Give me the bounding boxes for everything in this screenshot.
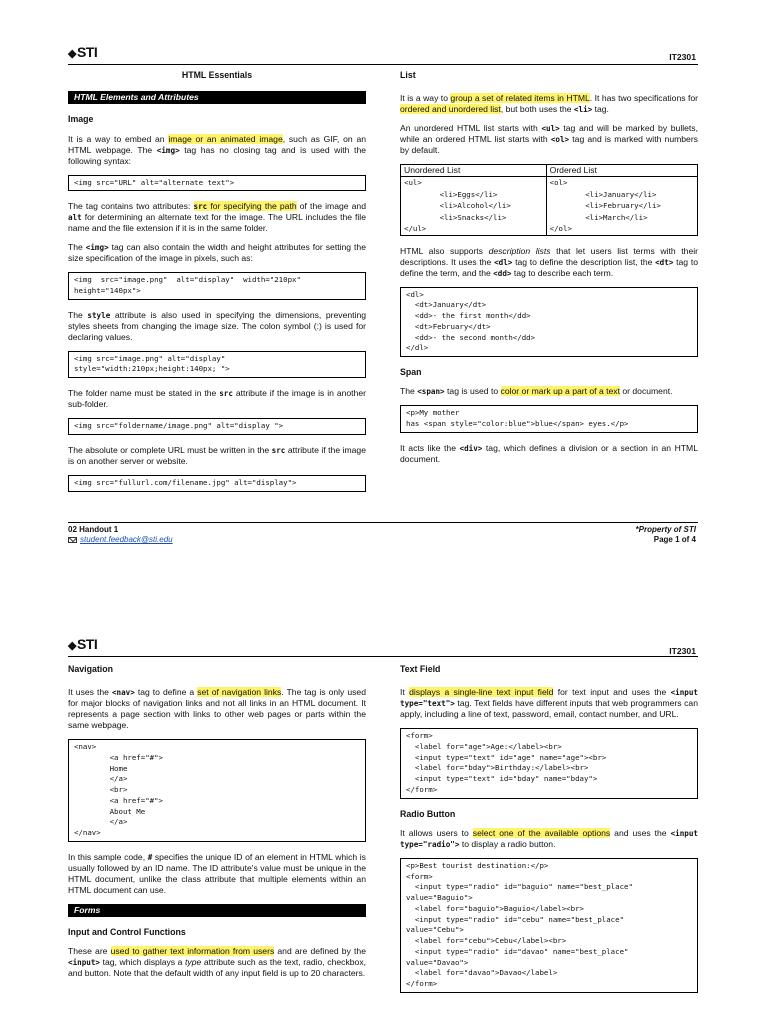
image-paragraph-3: The <img> tag can also contain the width and height attributes for setting the size specification of the image in pixels, such as:: [68, 242, 366, 264]
list-heading: List: [400, 70, 416, 80]
section-bar: HTML Elements and Attributes: [68, 91, 366, 104]
header-rule: [68, 64, 698, 65]
footer-rule: [68, 522, 698, 523]
input-heading: Input and Control Functions: [68, 926, 186, 937]
radio-heading: Radio Button: [400, 808, 456, 819]
header-rule: [68, 656, 698, 657]
list-paragraph-2: An unordered HTML list starts with <ul> tag and will be marked by bullets, while an ordered HTML list starts with <ol> tag and is marked with numbers by default.: [400, 123, 698, 156]
envelope-icon: [68, 537, 77, 543]
code-block: <img src="foldername/image.png" alt="display ">: [68, 418, 366, 435]
image-paragraph-1: It is a way to embed an image or an animated image, such as GIF, on an HTML webpage. The <img> tag has no closing tag and is used with the following syntax:: [68, 133, 367, 166]
input-paragraph-1: These are used to gather text information from users and are defined by the <input> tag, which displays a type attribute such as the text, radio, checkbox, and button. Note that the default width of any input field is up to 20 characters.: [68, 946, 366, 979]
code-block: <dl> <dt>January</dt> <dd>- the first month</dd> <dt>February</dt> <dd>- the second month</dd> </dl>: [400, 287, 698, 357]
list-paragraph-3: HTML also supports description lists that let users list terms with their descriptions. It uses the <dl> tag to define the description list, the <dt> tag to define the term, and the <dd> tag to describe each term.: [400, 245, 699, 278]
radio-paragraph: It allows users to select one of the available options and uses the <input type="radio"> to display a radio button.: [400, 827, 698, 849]
span-heading: Span: [400, 367, 422, 377]
nav-paragraph-1: It uses the <nav> tag to define a set of navigation links. The tag is only used for major blocks of navigation links and not all links in an HTML document. It represents a page section with links to other web pages or parts within the same webpage.: [68, 687, 366, 731]
right-column: [400, 664, 698, 1003]
code-block: <nav> <a href="#"> Home </a> <br> <a href="#"> About Me </a> </nav>: [68, 739, 366, 842]
feedback-email-link[interactable]: student.feedback@sti.edu: [80, 535, 173, 545]
text-field-heading: Text Field: [400, 664, 441, 674]
page-gap: [0, 560, 768, 628]
logo-text: STI: [76, 44, 98, 60]
section-title: HTML Essentials: [181, 70, 253, 80]
navigation-heading: Navigation: [68, 664, 113, 674]
table-header: Ordered List: [546, 165, 697, 177]
property-note: *Property of STI: [635, 525, 696, 534]
footer-right: [636, 525, 696, 545]
section-bar: Forms: [68, 904, 366, 917]
code-block: <p>My mother has <span style="color:blue">blue</span> eyes.</p>: [400, 405, 698, 432]
table-header: Unordered List: [401, 165, 547, 177]
code-block: <img src="fullurl.com/filename.jpg" alt="display">: [68, 475, 366, 492]
handout-label: 02 Handout 1: [68, 525, 119, 534]
text-field-paragraph: It displays a single-line text input field for text input and uses the <input type="text"> tag. Text fields have different inputs that web programmers can apply, including a line of text, password, email, contact number, and URL.: [400, 687, 698, 720]
nav-paragraph-2: In this sample code, # specifies the unique ID of an element in HTML which is usually followed by an ID name. The ID attribute's value must be unique in the HTML document, unlike the class attribute that multiple elements within an HTML document can use.: [68, 851, 366, 895]
footer-left: [68, 525, 173, 545]
code-block: <img src="URL" alt="alternate text">: [68, 175, 366, 192]
page-number: Page 1 of 4: [653, 535, 696, 545]
sti-logo: [68, 44, 97, 62]
code-block: <p>Best tourist destination:</p> <form> <input type="radio" id="baguio" name="best_place" value="Baguio"> <label for="baguio">Baguio</label><br> <input type="radio" id="cebu" name="best_place" value="Cebu"> <label for="cebu">Cebu</label><br> <input type="radio" id="davao" name="best_place" value="Davao"> <label for="davao">Davao</label> </form>: [400, 858, 698, 993]
list-paragraph-1: It is a way to group a set of related items in HTML. It has two specifications for ordered and unordered list, but both uses the <li> tag.: [400, 93, 699, 115]
list-comparison-table: [400, 164, 698, 235]
image-paragraph-4: The style attribute is also used in specifying the dimensions, preventing styles sheets from changing the image size. The colon symbol (:) is used for declaring values.: [68, 309, 367, 342]
image-heading: Image: [68, 114, 94, 125]
image-paragraph-6: The absolute or complete URL must be written in the src attribute if the image is on another server or website.: [68, 444, 366, 466]
course-code: IT2301: [669, 52, 696, 62]
left-column: [68, 664, 366, 987]
handout-page-2: [0, 628, 768, 1024]
sti-logo-mark-icon: ◆: [68, 640, 76, 652]
image-paragraph-5: The folder name must be stated in the src attribute if the image is in another sub-folder.: [68, 388, 366, 410]
span-paragraph-1: The <span> tag is used to color or mark up a part of a text or document.: [400, 386, 673, 397]
sti-logo-mark-icon: ◆: [68, 48, 76, 60]
right-column: [400, 70, 698, 473]
logo-text: STI: [76, 636, 98, 652]
span-paragraph-2: It acts like the <div> tag, which defines a division or a section in an HTML document.: [400, 442, 698, 464]
sti-logo: [68, 636, 97, 654]
course-code: IT2301: [669, 646, 696, 656]
table-cell: <ol> <li>January</li> <li>February</li> <li>March</li> </ol>: [546, 177, 697, 235]
left-column: [68, 70, 366, 502]
image-paragraph-2: The tag contains two attributes: src for specifying the path of the image and alt for determining an alternate text for the image. The URL includes the file name and the file extension if it is in the same folder.: [68, 201, 366, 234]
code-block: <form> <label for="age">Age:</label><br> <input type="text" id="age" name="age"><br> <label for="bday">Birthday:</label><br> <input type="text" id="bday" name="bday"> </form>: [400, 728, 698, 798]
table-cell: <ul> <li>Eggs</li> <li>Alcohol</li> <li>Snacks</li> </ul>: [401, 177, 547, 235]
code-block: <img src="image.png" alt="display" width="210px" height="140px">: [68, 272, 366, 299]
code-block: <img src="image.png" alt="display" style="width:210px;height:140px; ">: [68, 351, 366, 378]
